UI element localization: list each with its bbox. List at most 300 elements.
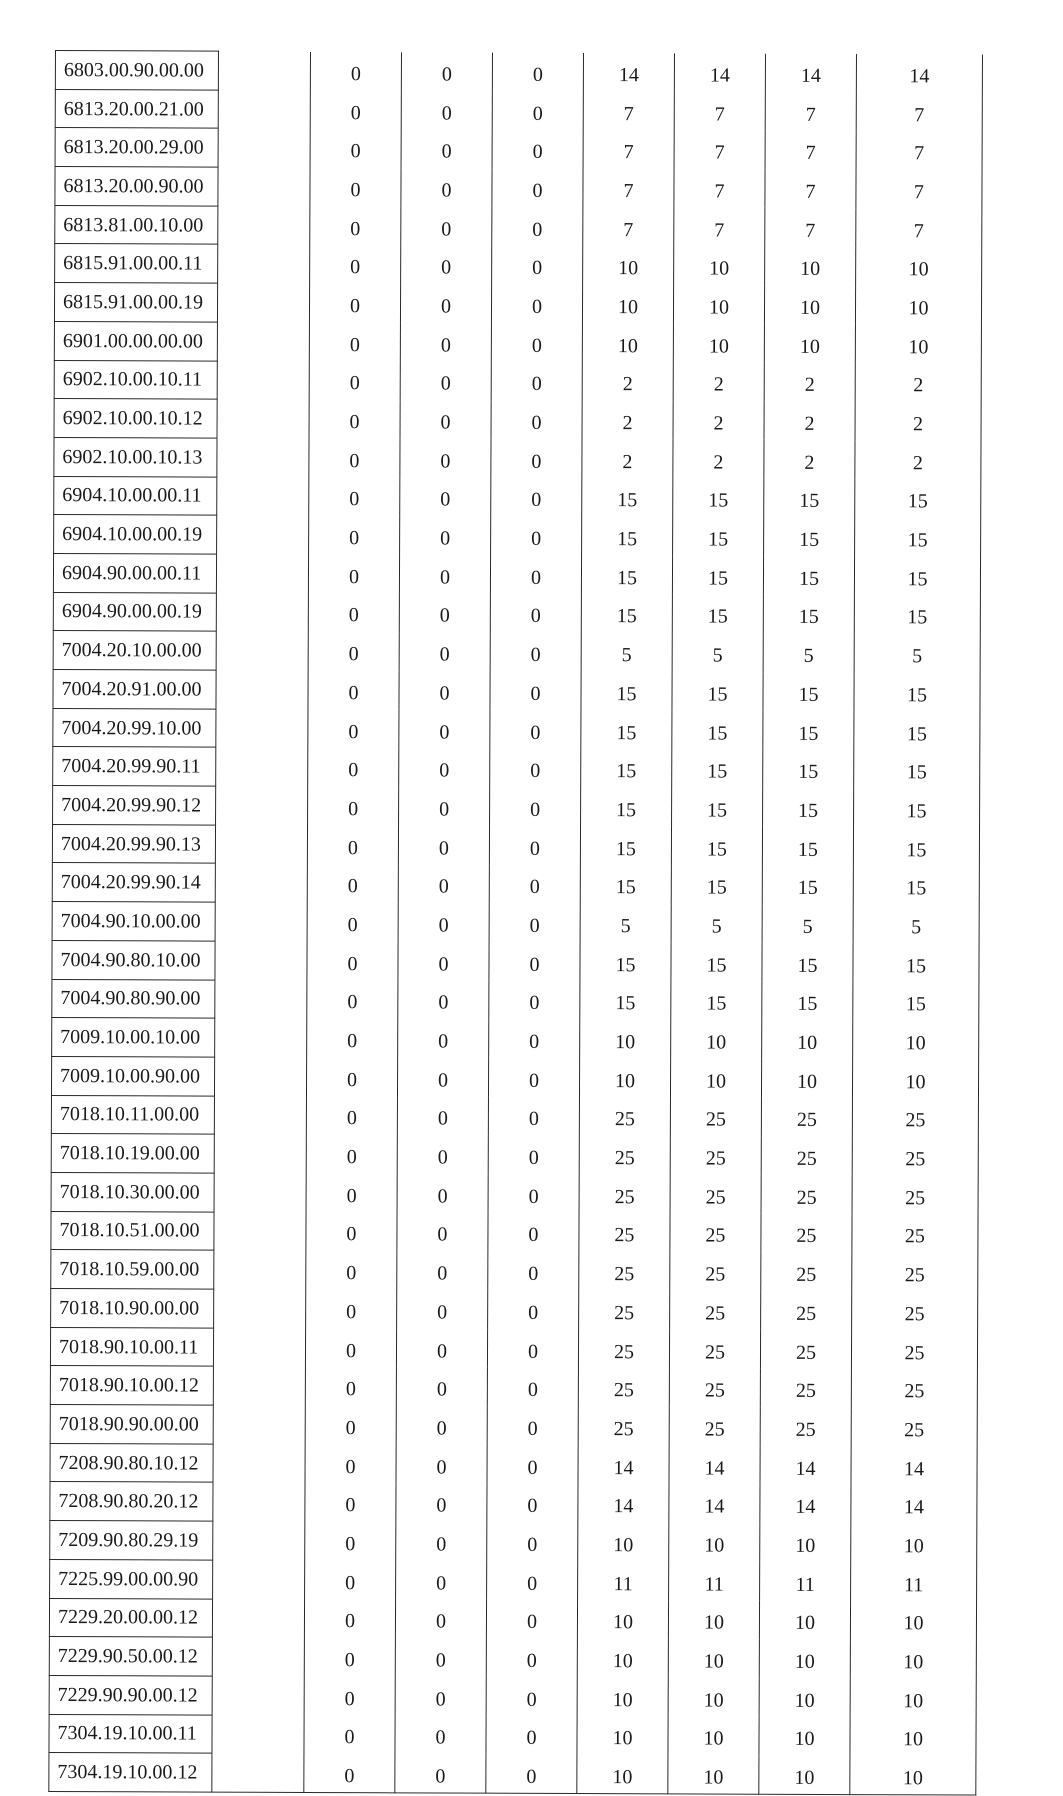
tariff-code-cell: 7004.90.80.10.00	[52, 940, 215, 979]
rate-cell-col-5: 25	[670, 1213, 761, 1252]
rate-cell-col-2: 0	[399, 555, 490, 594]
rate-cell-col-7: 25	[852, 1098, 978, 1137]
rate-cell-col-3: 0	[490, 710, 581, 749]
rate-cell-col-2: 0	[396, 1406, 487, 1445]
rate-cell-col-3: 0	[492, 130, 583, 169]
rate-cell-col-4: 7	[583, 91, 674, 130]
rate-cell-col-2: 0	[395, 1677, 486, 1716]
rate-cell-col-5: 15	[672, 749, 763, 788]
rate-cell-col-6: 10	[759, 1717, 850, 1756]
empty-cell	[213, 1328, 305, 1367]
rate-cell-col-6: 25	[761, 1291, 852, 1330]
rate-cell-col-3: 0	[491, 362, 582, 401]
rate-cell-col-3: 0	[489, 826, 580, 865]
tariff-table	[48, 50, 983, 1796]
empty-cell	[215, 902, 307, 941]
table-row	[50, 1327, 977, 1369]
rate-cell-col-7: 15	[855, 518, 981, 557]
empty-cell	[214, 1057, 306, 1096]
empty-cell	[217, 477, 309, 516]
rate-cell-col-2: 0	[398, 942, 489, 981]
tariff-code-cell: 7304.19.10.00.12	[49, 1753, 212, 1793]
tariff-code-cell: 7208.90.80.20.12	[50, 1482, 213, 1521]
table-row	[50, 1521, 977, 1563]
tariff-code-cell: 7018.10.11.00.00	[51, 1095, 214, 1134]
rate-cell-col-2: 0	[397, 1174, 488, 1213]
rate-cell-col-5: 25	[670, 1175, 761, 1214]
rate-cell-col-7: 15	[854, 673, 980, 712]
tariff-code-cell: 6815.91.00.00.19	[54, 283, 217, 322]
rate-cell-col-7: 25	[851, 1369, 977, 1408]
rate-cell-col-2: 0	[401, 168, 492, 207]
rate-cell-col-6: 10	[759, 1601, 850, 1640]
rate-cell-col-2: 0	[400, 400, 491, 439]
rate-cell-col-7: 7	[856, 208, 982, 247]
tariff-code-cell: 7009.10.00.90.00	[51, 1056, 214, 1095]
table-row	[50, 1366, 977, 1408]
rate-cell-col-1: 0	[309, 400, 400, 439]
tariff-code-cell: 7018.90.90.00.00	[50, 1405, 213, 1444]
table-row	[52, 940, 979, 982]
rate-cell-col-7: 2	[855, 402, 981, 441]
rate-cell-col-3: 0	[488, 1135, 579, 1174]
rate-cell-col-7: 25	[852, 1253, 978, 1292]
rate-cell-col-6: 25	[761, 1175, 852, 1214]
rate-cell-col-7: 15	[854, 750, 980, 789]
rate-cell-col-1: 0	[304, 1715, 395, 1754]
rate-cell-col-2: 0	[399, 671, 490, 710]
rate-cell-col-3: 0	[486, 1754, 577, 1794]
rate-cell-col-7: 5	[853, 905, 979, 944]
rate-cell-col-5: 15	[672, 594, 763, 633]
rate-cell-col-6: 25	[761, 1098, 852, 1137]
rate-cell-col-5: 15	[671, 865, 762, 904]
rate-cell-col-6: 10	[759, 1678, 850, 1717]
rate-cell-col-4: 10	[577, 1716, 668, 1755]
rate-cell-col-2: 0	[395, 1754, 486, 1794]
rate-cell-col-6: 11	[760, 1562, 851, 1601]
table-row	[49, 1753, 976, 1796]
empty-cell	[215, 864, 307, 903]
rate-cell-col-7: 7	[856, 92, 982, 131]
empty-cell	[217, 283, 309, 322]
tariff-code-cell: 7004.90.10.00.00	[52, 902, 215, 941]
rate-cell-col-3: 0	[486, 1600, 577, 1639]
rate-cell-col-6: 10	[759, 1755, 850, 1795]
rate-cell-col-4: 2	[582, 362, 673, 401]
empty-cell	[216, 747, 308, 786]
rate-cell-col-6: 10	[764, 324, 855, 363]
rate-cell-col-1: 0	[305, 1406, 396, 1445]
empty-cell	[217, 322, 309, 361]
rate-cell-col-5: 15	[673, 478, 764, 517]
empty-cell	[216, 786, 308, 825]
rate-cell-col-6: 7	[765, 208, 856, 247]
rate-cell-col-2: 0	[397, 1290, 488, 1329]
tariff-code-cell: 7018.90.10.00.11	[50, 1327, 213, 1366]
rate-cell-col-1: 0	[306, 1096, 397, 1135]
rate-cell-col-6: 5	[763, 634, 854, 673]
rate-cell-col-7: 2	[855, 440, 981, 479]
rate-cell-col-6: 7	[765, 131, 856, 170]
rate-cell-col-4: 15	[581, 749, 672, 788]
rate-cell-col-3: 0	[488, 1213, 579, 1252]
rate-cell-col-6: 10	[759, 1639, 850, 1678]
rate-cell-col-1: 0	[307, 825, 398, 864]
rate-cell-col-2: 0	[401, 207, 492, 246]
table-row	[54, 437, 981, 479]
rate-cell-col-4: 15	[581, 788, 672, 827]
rate-cell-col-6: 2	[764, 401, 855, 440]
table-row	[51, 1288, 978, 1330]
rate-cell-col-2: 0	[400, 516, 491, 555]
empty-cell	[215, 825, 307, 864]
rate-cell-col-7: 14	[856, 54, 982, 93]
rate-cell-col-6: 10	[764, 285, 855, 324]
rate-cell-col-3: 0	[491, 478, 582, 517]
rate-cell-col-4: 15	[581, 594, 672, 633]
rate-cell-col-3: 0	[489, 903, 580, 942]
rate-cell-col-2: 0	[399, 593, 490, 632]
rate-cell-col-4: 10	[579, 1058, 670, 1097]
rate-cell-col-5: 10	[668, 1755, 759, 1795]
rate-cell-col-7: 25	[852, 1137, 978, 1176]
rate-cell-col-6: 15	[763, 711, 854, 750]
empty-cell	[213, 1560, 305, 1599]
rate-cell-col-4: 10	[578, 1523, 669, 1562]
rate-cell-col-6: 25	[760, 1369, 851, 1408]
rate-cell-col-2: 0	[396, 1329, 487, 1368]
rate-cell-col-6: 15	[763, 556, 854, 595]
rate-cell-col-5: 7	[674, 130, 765, 169]
rate-cell-col-7: 15	[853, 866, 979, 905]
rate-cell-col-5: 15	[672, 711, 763, 750]
rate-cell-col-2: 0	[397, 1212, 488, 1251]
tariff-table-body	[49, 51, 983, 1796]
table-row	[54, 321, 981, 363]
tariff-code-cell: 6803.00.90.00.00	[55, 51, 218, 90]
rate-cell-col-3: 0	[488, 1290, 579, 1329]
rate-cell-col-4: 10	[577, 1755, 668, 1795]
tariff-code-cell: 6904.90.00.00.11	[53, 553, 216, 592]
table-row	[50, 1482, 977, 1524]
rate-cell-col-2: 0	[400, 323, 491, 362]
rate-cell-col-5: 25	[670, 1097, 761, 1136]
rate-cell-col-1: 0	[308, 670, 399, 709]
rate-cell-col-3: 0	[492, 207, 583, 246]
table-row	[50, 1405, 977, 1447]
rate-cell-col-1: 0	[310, 168, 401, 207]
rate-cell-col-1: 0	[304, 1676, 395, 1715]
rate-cell-col-3: 0	[488, 1174, 579, 1213]
rate-cell-col-1: 0	[307, 1019, 398, 1058]
rate-cell-col-1: 0	[307, 864, 398, 903]
rate-cell-col-3: 0	[491, 323, 582, 362]
rate-cell-col-5: 15	[671, 827, 762, 866]
rate-cell-col-3: 0	[490, 594, 581, 633]
rate-cell-col-2: 0	[397, 1096, 488, 1135]
rate-cell-col-3: 0	[489, 981, 580, 1020]
rate-cell-col-6: 15	[764, 479, 855, 518]
rate-cell-col-1: 0	[308, 709, 399, 748]
rate-cell-col-3: 0	[488, 1097, 579, 1136]
table-row	[55, 128, 982, 170]
rate-cell-col-3: 0	[490, 555, 581, 594]
rate-cell-col-2: 0	[401, 52, 492, 91]
rate-cell-col-4: 15	[580, 942, 671, 981]
rate-cell-col-3: 0	[492, 168, 583, 207]
rate-cell-col-2: 0	[397, 1135, 488, 1174]
rate-cell-col-2: 0	[396, 1483, 487, 1522]
tariff-code-cell: 7004.20.99.90.13	[52, 824, 215, 863]
rate-cell-col-4: 2	[582, 401, 673, 440]
rate-cell-col-1: 0	[306, 1135, 397, 1174]
rate-cell-col-5: 10	[668, 1678, 759, 1717]
rate-cell-col-5: 25	[670, 1136, 761, 1175]
table-row	[50, 1559, 977, 1601]
rate-cell-col-5: 10	[670, 1059, 761, 1098]
rate-cell-col-3: 0	[490, 671, 581, 710]
rate-cell-col-2: 0	[397, 1058, 488, 1097]
rate-cell-col-4: 14	[578, 1445, 669, 1484]
rate-cell-col-2: 0	[398, 980, 489, 1019]
rate-cell-col-4: 10	[577, 1600, 668, 1639]
table-row	[52, 824, 979, 866]
rate-cell-col-1: 0	[310, 206, 401, 245]
empty-cell	[218, 167, 310, 206]
empty-cell	[215, 1018, 307, 1057]
rate-cell-col-5: 14	[669, 1446, 760, 1485]
rate-cell-col-4: 5	[581, 633, 672, 672]
rate-cell-col-3: 0	[488, 1058, 579, 1097]
table-row	[49, 1714, 976, 1756]
rate-cell-col-5: 14	[674, 53, 765, 92]
rate-cell-col-3: 0	[492, 246, 583, 285]
rate-cell-col-4: 10	[577, 1639, 668, 1678]
rate-cell-col-7: 15	[853, 827, 979, 866]
empty-cell	[215, 980, 307, 1019]
rate-cell-col-3: 0	[490, 787, 581, 826]
rate-cell-col-7: 7	[856, 170, 982, 209]
rate-cell-col-2: 0	[398, 1019, 489, 1058]
rate-cell-col-6: 15	[764, 517, 855, 556]
rate-cell-col-1: 0	[309, 322, 400, 361]
rate-cell-col-6: 14	[760, 1485, 851, 1524]
rate-cell-col-2: 0	[399, 632, 490, 671]
rate-cell-col-4: 11	[578, 1561, 669, 1600]
tariff-code-cell: 7208.90.80.10.12	[50, 1443, 213, 1482]
empty-cell	[216, 631, 308, 670]
rate-cell-col-1: 0	[306, 1173, 397, 1212]
table-row	[51, 1211, 978, 1253]
rate-cell-col-2: 0	[395, 1638, 486, 1677]
empty-cell	[212, 1676, 304, 1715]
rate-cell-col-1: 0	[308, 748, 399, 787]
rate-cell-col-3: 0	[490, 632, 581, 671]
rate-cell-col-5: 14	[669, 1484, 760, 1523]
table-row	[54, 476, 981, 518]
rate-cell-col-5: 7	[674, 169, 765, 208]
rate-cell-col-3: 0	[486, 1716, 577, 1755]
rate-cell-col-5: 10	[668, 1639, 759, 1678]
table-row	[55, 89, 982, 131]
rate-cell-col-6: 10	[765, 247, 856, 286]
tariff-code-cell: 6813.20.00.21.00	[55, 89, 218, 128]
rate-cell-col-5: 10	[669, 1523, 760, 1562]
empty-cell	[216, 554, 308, 593]
rate-cell-col-4: 7	[583, 130, 674, 169]
empty-cell	[216, 593, 308, 632]
table-row	[51, 1250, 978, 1292]
rate-cell-col-1: 0	[308, 554, 399, 593]
rate-cell-col-6: 15	[762, 982, 853, 1021]
empty-cell	[213, 1444, 305, 1483]
rate-cell-col-4: 25	[579, 1252, 670, 1291]
rate-cell-col-3: 0	[491, 516, 582, 555]
rate-cell-col-4: 25	[579, 1174, 670, 1213]
rate-cell-col-6: 15	[763, 788, 854, 827]
rate-cell-col-3: 0	[489, 1019, 580, 1058]
rate-cell-col-3: 0	[487, 1368, 578, 1407]
rate-cell-col-3: 0	[486, 1638, 577, 1677]
tariff-code-cell: 7004.20.91.00.00	[53, 669, 216, 708]
rate-cell-col-1: 0	[305, 1367, 396, 1406]
rate-cell-col-5: 25	[670, 1291, 761, 1330]
rate-cell-col-6: 14	[765, 53, 856, 92]
table-row	[54, 399, 981, 441]
rate-cell-col-6: 25	[760, 1407, 851, 1446]
tariff-code-cell: 6813.20.00.90.00	[55, 167, 218, 206]
empty-cell	[213, 1405, 305, 1444]
table-row	[52, 1018, 979, 1060]
rate-cell-col-5: 15	[672, 672, 763, 711]
empty-cell	[214, 1173, 306, 1212]
rate-cell-col-4: 14	[578, 1484, 669, 1523]
table-row	[54, 283, 981, 325]
rate-cell-col-4: 25	[579, 1097, 670, 1136]
rate-cell-col-6: 10	[762, 1020, 853, 1059]
table-row	[53, 592, 980, 634]
rate-cell-col-1: 0	[308, 787, 399, 826]
rate-cell-col-7: 15	[854, 789, 980, 828]
rate-cell-col-5: 7	[674, 92, 765, 131]
rate-cell-col-1: 0	[306, 1289, 397, 1328]
table-row	[51, 1172, 978, 1214]
rate-cell-col-5: 15	[672, 556, 763, 595]
rate-cell-col-4: 15	[580, 981, 671, 1020]
rate-cell-col-7: 14	[851, 1446, 977, 1485]
rate-cell-col-5: 15	[672, 788, 763, 827]
rate-cell-col-2: 0	[401, 91, 492, 130]
rate-cell-col-1: 0	[310, 129, 401, 168]
rate-cell-col-5: 5	[672, 633, 763, 672]
rate-cell-col-4: 15	[582, 517, 673, 556]
rate-cell-col-6: 14	[760, 1446, 851, 1485]
rate-cell-col-1: 0	[307, 980, 398, 1019]
rate-cell-col-7: 15	[854, 595, 980, 634]
empty-cell	[218, 51, 310, 90]
rate-cell-col-6: 10	[761, 1059, 852, 1098]
rate-cell-col-3: 0	[492, 91, 583, 130]
rate-cell-col-2: 0	[395, 1715, 486, 1754]
rate-cell-col-3: 0	[487, 1561, 578, 1600]
tariff-code-cell: 6813.81.00.10.00	[55, 205, 218, 244]
rate-cell-col-3: 0	[489, 942, 580, 981]
rate-cell-col-7: 5	[854, 634, 980, 673]
rate-cell-col-7: 2	[855, 363, 981, 402]
rate-cell-col-5: 25	[669, 1407, 760, 1446]
rate-cell-col-3: 0	[490, 749, 581, 788]
rate-cell-col-6: 2	[764, 440, 855, 479]
rate-cell-col-7: 25	[852, 1214, 978, 1253]
tariff-code-cell: 6902.10.00.10.13	[54, 437, 217, 476]
rate-cell-col-7: 10	[850, 1756, 976, 1796]
rate-cell-col-6: 2	[764, 363, 855, 402]
rate-cell-col-2: 0	[398, 903, 489, 942]
table-row	[54, 360, 981, 402]
table-row	[52, 902, 979, 944]
rate-cell-col-1: 0	[306, 1251, 397, 1290]
rate-cell-col-5: 15	[671, 943, 762, 982]
empty-cell	[214, 1250, 306, 1289]
empty-cell	[212, 1637, 304, 1676]
rate-cell-col-1: 0	[304, 1599, 395, 1638]
empty-cell	[218, 206, 310, 245]
rate-cell-col-7: 10	[851, 1524, 977, 1563]
rate-cell-col-7: 10	[856, 247, 982, 286]
rate-cell-col-7: 10	[852, 1059, 978, 1098]
empty-cell	[214, 1096, 306, 1135]
rate-cell-col-6: 15	[763, 750, 854, 789]
table-row	[55, 244, 982, 286]
empty-cell	[216, 709, 308, 748]
rate-cell-col-7: 10	[850, 1640, 976, 1679]
rate-cell-col-2: 0	[398, 864, 489, 903]
rate-cell-col-2: 0	[400, 439, 491, 478]
rate-cell-col-3: 0	[488, 1251, 579, 1290]
rate-cell-col-5: 10	[671, 1020, 762, 1059]
rate-cell-col-7: 25	[852, 1292, 978, 1331]
rate-cell-col-6: 15	[762, 827, 853, 866]
empty-cell	[217, 515, 309, 554]
tariff-code-cell: 7304.19.10.00.11	[49, 1714, 212, 1753]
tariff-code-cell: 7004.20.99.10.00	[53, 708, 216, 747]
table-row	[51, 1056, 978, 1098]
rate-cell-col-3: 0	[487, 1522, 578, 1561]
rate-cell-col-2: 0	[400, 284, 491, 323]
tariff-code-cell: 7229.90.50.00.12	[49, 1637, 212, 1676]
rate-cell-col-1: 0	[309, 284, 400, 323]
rate-cell-col-6: 25	[761, 1214, 852, 1253]
table-row	[50, 1443, 977, 1485]
rate-cell-col-1: 0	[310, 245, 401, 284]
table-row	[53, 747, 980, 789]
rate-cell-col-7: 10	[855, 324, 981, 363]
rate-cell-col-3: 0	[491, 400, 582, 439]
rate-cell-col-4: 10	[583, 246, 674, 285]
rate-cell-col-5: 25	[669, 1330, 760, 1369]
tariff-code-cell: 6902.10.00.10.11	[54, 360, 217, 399]
table-row	[55, 205, 982, 247]
tariff-code-cell: 6904.10.00.00.11	[54, 476, 217, 515]
rate-cell-col-2: 0	[395, 1599, 486, 1638]
rate-cell-col-3: 0	[487, 1329, 578, 1368]
tariff-code-cell: 7004.20.99.90.11	[53, 747, 216, 786]
rate-cell-col-5: 2	[673, 362, 764, 401]
rate-cell-col-7: 15	[854, 711, 980, 750]
rate-cell-col-1: 0	[310, 51, 401, 90]
rate-cell-col-4: 10	[582, 285, 673, 324]
